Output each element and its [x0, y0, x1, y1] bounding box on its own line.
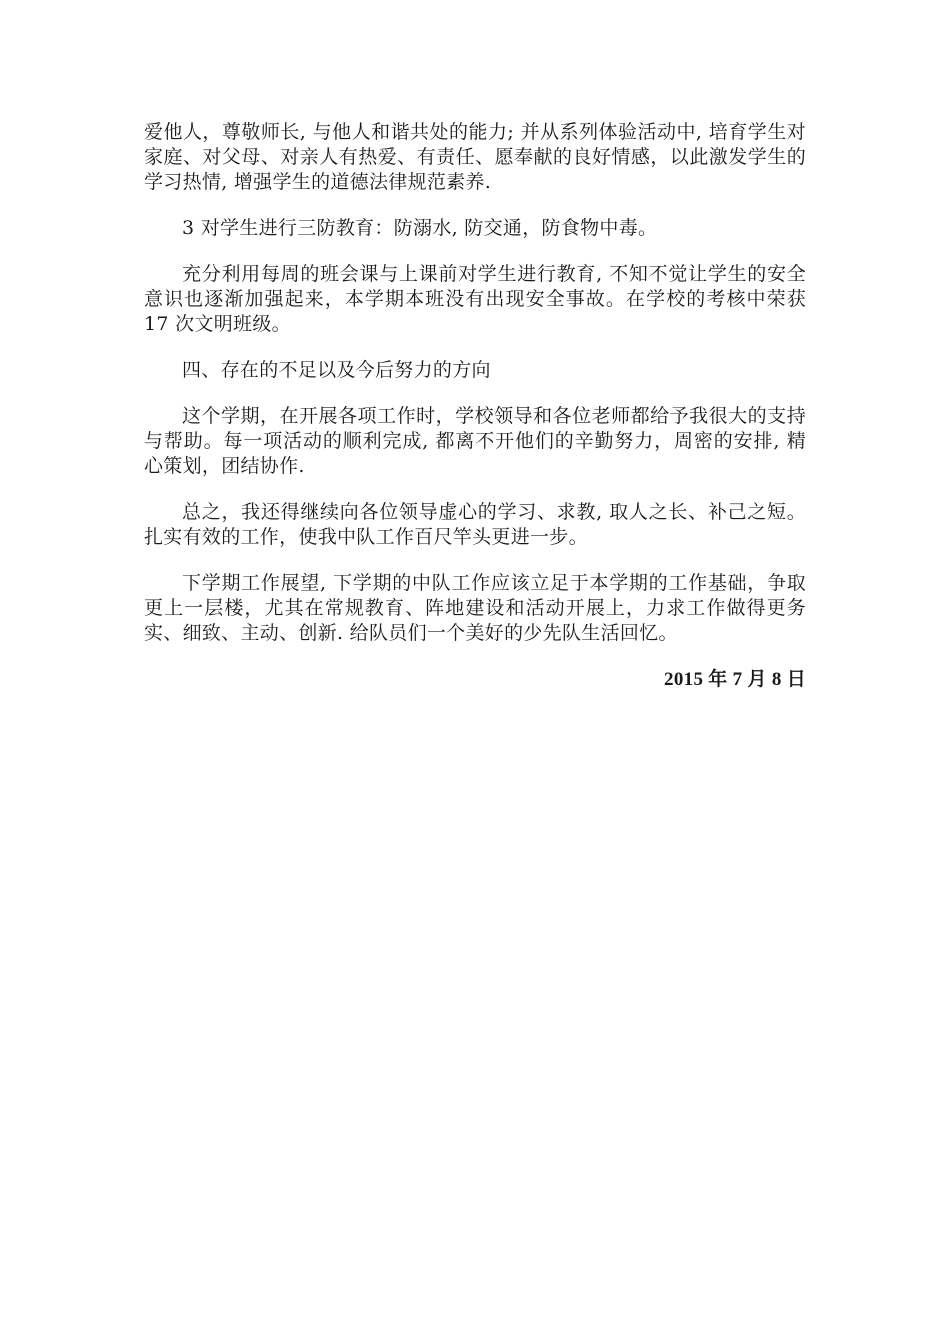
paragraph-safety-education: 充分利用每周的班会课与上课前对学生进行教育, 不知不觉让学生的安全意识也逐渐加强起来，本学期本班没有出现安全事故。在学校的考核中荣获 17 次文明班级。	[144, 263, 806, 335]
paragraph-summary: 总之，我还得继续向各位领导虚心的学习、求教, 取人之长、补己之短。扎实有效的工作，使我中队工作百尺竿头更进一步。	[144, 501, 806, 548]
paragraph-outlook: 下学期工作展望, 下学期的中队工作应该立足于本学期的工作基础，争取更上一层楼，尤其在常规教育、阵地建设和活动开展上，力求工作做得更务实、细致、主动、创新. 给队员们一个美好的少先队生活回忆。	[144, 572, 806, 644]
paragraph-three-prevention: 3 对学生进行三防教育：防溺水, 防交通，防食物中毒。	[182, 217, 658, 239]
document-date: 2015 年 7 月 8 日	[664, 669, 806, 690]
paragraph-continuation: 爱他人，尊敬师长, 与他人和谐共处的能力; 并从系列体验活动中, 培育学生对家庭、对父母、对亲人有热爱、有责任、愿奉献的良好情感，以此激发学生的学习热情, 增强学生的道德法律规范素养.	[144, 121, 806, 193]
document-page	[144, 120, 806, 692]
section-heading-shortcomings: 四、存在的不足以及今后努力的方向	[182, 359, 491, 381]
paragraph-support: 这个学期，在开展各项工作时，学校领导和各位老师都给予我很大的支持与帮助。每一项活动的顺利完成, 都离不开他们的辛勤努力，周密的安排, 精心策划，团结协作.	[144, 405, 806, 477]
